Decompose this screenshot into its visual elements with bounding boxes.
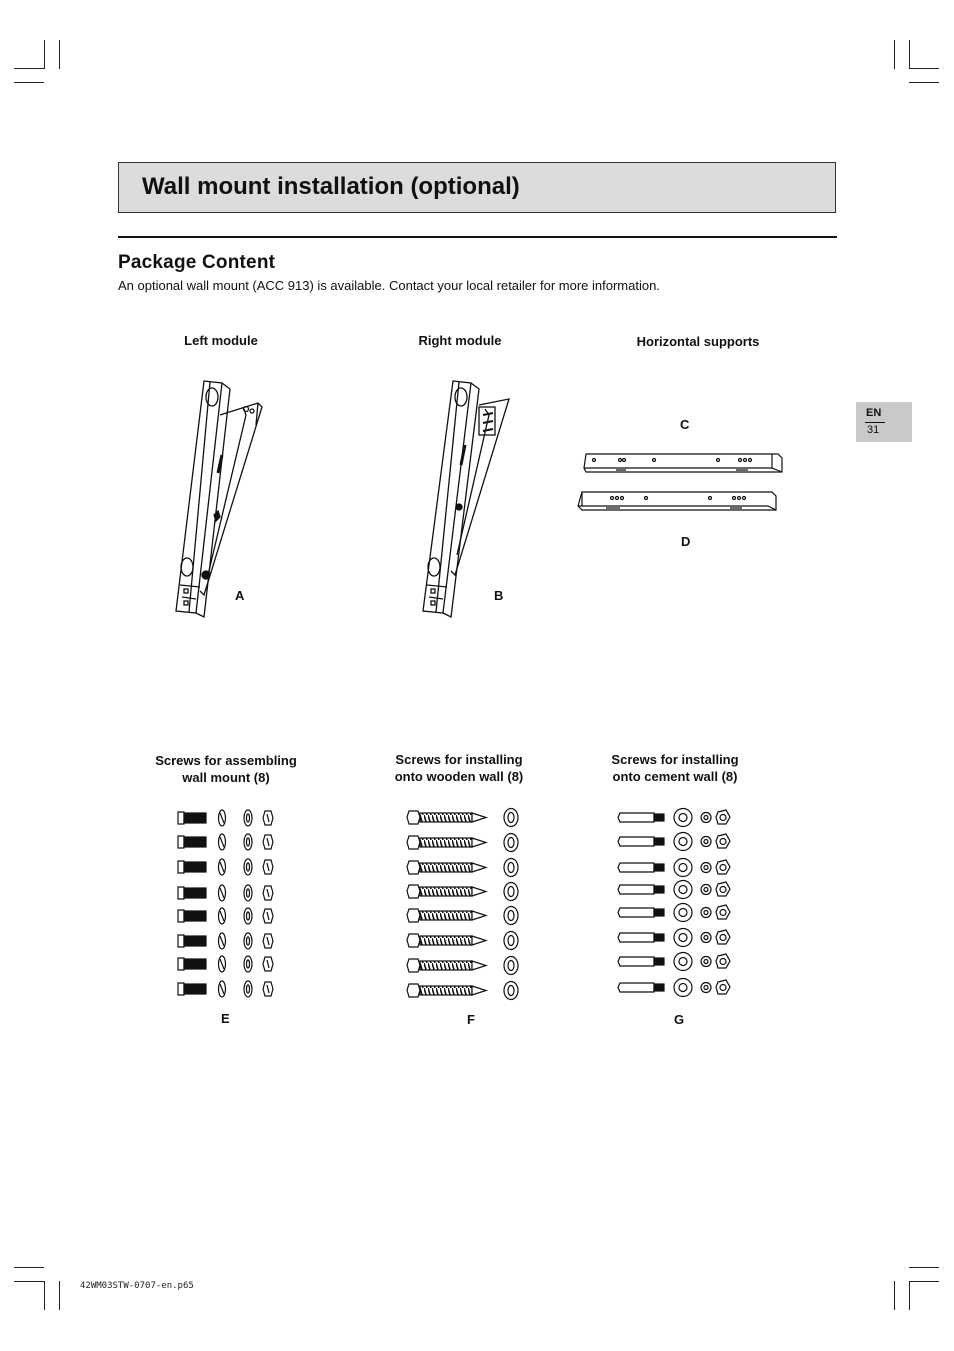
label-left-module: Left module bbox=[184, 333, 258, 348]
label-screws-assembling bbox=[140, 752, 312, 786]
right-module-illustration bbox=[405, 375, 525, 620]
letter-b: B bbox=[494, 588, 504, 603]
footer-filename: 42WM03STW-0707-en.p65 bbox=[80, 1281, 194, 1291]
label-right-module: Right module bbox=[418, 333, 502, 348]
letter-c: C bbox=[680, 417, 690, 432]
letter-a: A bbox=[235, 588, 245, 603]
language-tab bbox=[856, 402, 912, 442]
label-line: wall mount (8) bbox=[182, 770, 270, 785]
left-module-illustration bbox=[160, 375, 280, 620]
screw-row bbox=[178, 810, 273, 826]
letter-e: E bbox=[221, 1011, 230, 1026]
label-line: Screws for installing bbox=[395, 752, 523, 767]
tab-divider bbox=[865, 422, 885, 423]
section-rule bbox=[118, 236, 837, 238]
label-line: Screws for assembling bbox=[155, 753, 297, 768]
screw-set-f-illustration bbox=[404, 805, 526, 1005]
section-heading: Package Content bbox=[118, 252, 276, 273]
label-line: onto cement wall (8) bbox=[612, 769, 738, 784]
horizontal-supports-illustration bbox=[576, 448, 788, 520]
screw-set-g-illustration bbox=[614, 805, 738, 1005]
section-intro: An optional wall mount (ACC 913) is available. Contact your local retailer for more information. bbox=[118, 278, 660, 293]
letter-d: D bbox=[681, 534, 691, 549]
label-line: onto wooden wall (8) bbox=[394, 769, 524, 784]
title-box bbox=[118, 162, 836, 213]
label-horizontal-supports: Horizontal supports bbox=[636, 334, 760, 349]
label-screws-wooden bbox=[374, 751, 544, 785]
page-number: 31 bbox=[867, 424, 880, 436]
screw-set-e-illustration bbox=[172, 805, 282, 1005]
label-line: Screws for installing bbox=[611, 752, 739, 767]
language-code: EN bbox=[866, 407, 882, 419]
label-screws-cement bbox=[590, 751, 760, 785]
letter-g: G bbox=[674, 1012, 685, 1027]
page-title: Wall mount installation (optional) bbox=[142, 173, 520, 200]
letter-f: F bbox=[467, 1012, 475, 1027]
